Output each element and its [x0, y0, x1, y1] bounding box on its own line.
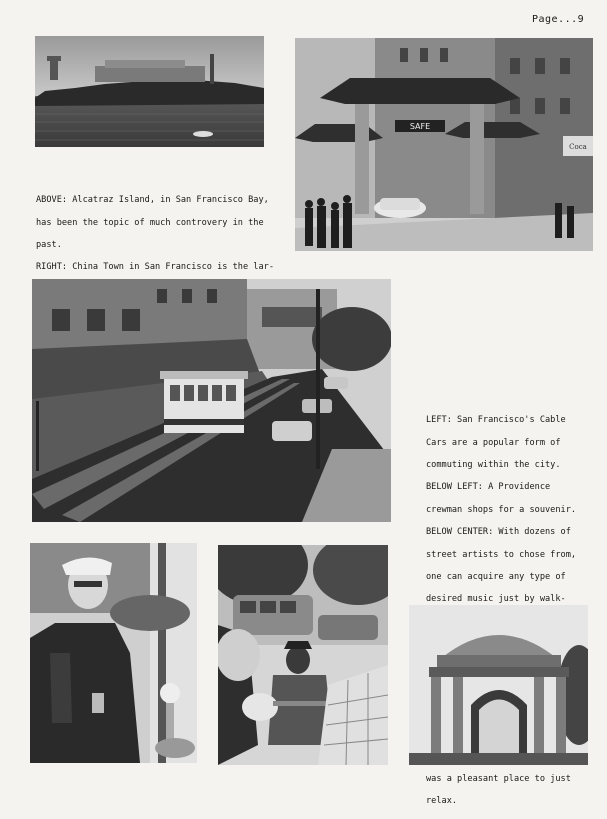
chinatown-sign: SAFE: [409, 122, 431, 131]
caption-line: BELOW CENTER: With dozens of: [426, 527, 571, 538]
chinatown-gate-photo: [295, 38, 593, 251]
palace-fine-arts-photo: [409, 605, 588, 765]
alcatraz-photo: [35, 36, 264, 147]
crewman-souvenir-photo: [30, 543, 197, 763]
caption-line: has been the topic of much controvery in the: [36, 217, 264, 228]
caption-line: street artists to chose from,: [426, 549, 577, 560]
caption-line: ABOVE: Alcatraz Island, in San Francisco Bay,: [36, 195, 269, 206]
cable-car-photo: [32, 279, 391, 522]
page-number: Page...9: [532, 14, 585, 25]
caption-line: was a pleasant place to just: [426, 773, 571, 784]
coca-cola-sign: Coca: [569, 143, 587, 151]
caption-line: past.: [36, 240, 62, 251]
caption-line: BELOW LEFT: A Providence: [426, 482, 551, 493]
caption-line: commuting within the city.: [426, 460, 561, 471]
caption-line: desired music just by walk-: [426, 594, 566, 605]
caption-line: relax.: [426, 796, 458, 807]
caption-line: one can acquire any type of: [426, 572, 566, 583]
caption-line: LEFT: San Francisco's Cable: [426, 415, 566, 426]
street-musician-photo: [218, 545, 388, 765]
caption-line: RIGHT: China Town in San Francisco is the lar-: [36, 262, 274, 273]
caption-line: Cars are a popular form of: [426, 437, 561, 448]
caption-line: crewman shops for a souvenir.: [426, 504, 577, 515]
